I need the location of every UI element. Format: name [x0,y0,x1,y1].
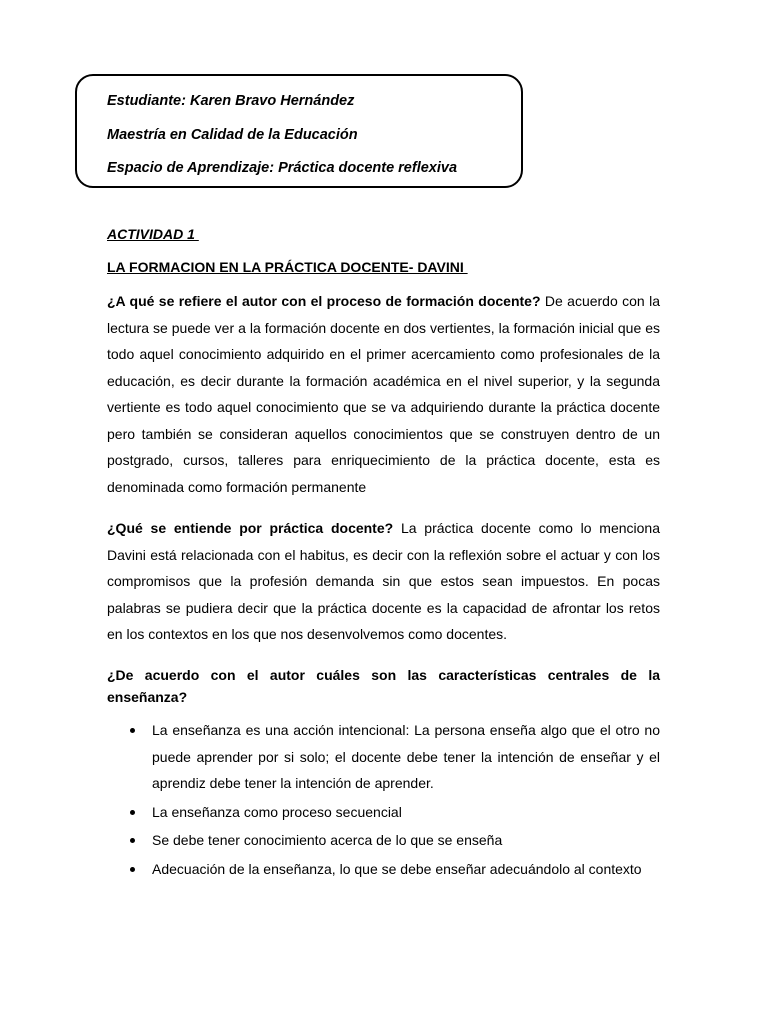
question-1-block [107,288,660,500]
question-2: ¿Qué se entiende por práctica docente? [107,520,394,536]
bullet-icon [130,867,135,872]
bullet-icon [130,838,135,843]
student-info-box [75,74,523,188]
question-2-block [107,515,660,648]
bullet-icon [130,810,135,815]
bullet-icon [130,728,135,733]
answer-1: De acuerdo con la lectura se puede ver a la formación docente en dos vertientes, la formación inicial que es todo aquel conocimiento adquirido en el primer acercamiento como profesionales de la educación, es decir durante la formación académica en el nivel superior, y la segunda vertiente es todo aquel conocimiento que se va adquiriendo durante la práctica docente pero también se consideran aquellos conocimientos que se construyen dentro de un postgrado, cursos, talleres para enriquecimiento de la práctica docente, esta es denominada como formación permanente [107,293,660,495]
question-1-paragraph [107,288,660,500]
list-item: La enseñanza como proceso secuencial [107,799,660,826]
characteristics-list [107,717,660,882]
question-2-paragraph [107,515,660,648]
question-3-block [107,664,660,708]
question-1: ¿A qué se refiere el autor con el proceso de formación docente? [107,293,541,309]
list-item: La enseñanza es una acción intencional: La persona enseña algo que el otro no puede aprender por si solo; el docente debe tener la intención de enseñar y el aprendiz debe tener la intención de aprender. [107,717,660,797]
activity-title: ACTIVIDAD 1 [107,226,199,242]
list-item: Se debe tener conocimiento acerca de lo que se enseña [107,827,660,854]
program-name: Maestría en Calidad de la Educación [107,127,358,143]
student-name: Estudiante: Karen Bravo Hernández [107,93,355,109]
list-item: Adecuación de la enseñanza, lo que se debe enseñar adecuándolo al contexto [107,856,660,883]
section-title: LA FORMACION EN LA PRÁCTICA DOCENTE- DAVINI [107,259,468,275]
answer-2: La práctica docente como lo menciona Davini está relacionada con el habitus, es decir con la reflexión sobre el actuar y con los compromisos que la profesión demanda sin que estos sean impuestos. En pocas palabras se pudiera decir que la práctica docente es la capacidad de afrontar los retos en los contextos en los que nos desenvolvemos como docentes. [107,520,660,642]
learning-space: Espacio de Aprendizaje: Práctica docente reflexiva [107,160,458,176]
characteristics-list-block [107,717,660,882]
question-3: ¿De acuerdo con el autor cuáles son las características centrales de la enseñanza? [107,667,660,705]
